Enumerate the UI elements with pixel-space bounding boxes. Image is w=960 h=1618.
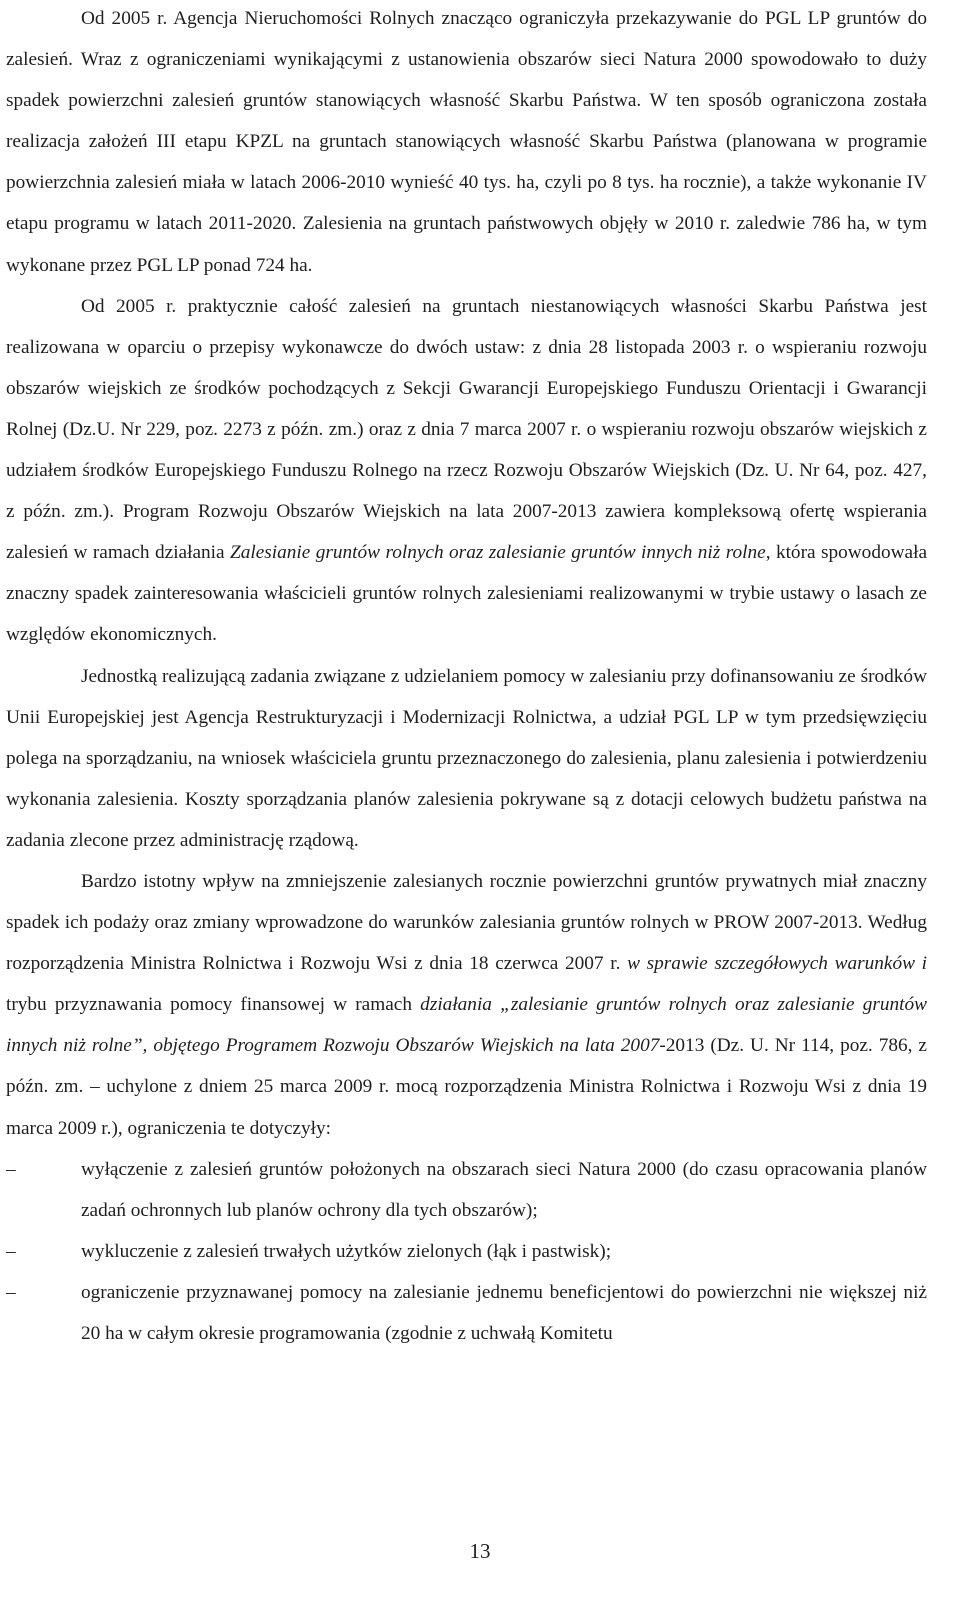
document-body	[6, 0, 927, 1354]
list-item-text: wyłączenie z zalesień gruntów położonych na obszarach sieci Natura 2000 (do czasu opracowania planów zadań ochronnych lub planów ochrony dla tych obszarów);	[81, 1158, 927, 1221]
paragraph-3	[6, 656, 927, 861]
text-run: Od 2005 r. Agencja Nieruchomości Rolnych znacząco ograniczyła przekazywanie do PGL LP gruntów do zalesień. Wraz z ograniczeniami wynikającymi z ustanowienia obszarów sieci Natura 2000 spowodowało to duży spadek powierzchni zalesień gruntów stanowiących własność Skarbu Państwa. W ten sposób ograniczona została realizacja założeń III etapu KPZL na gruntach stanowiących własność Skarbu Państwa (planowana w programie powierzchnia zalesień miała w latach 2006-2010 wynieść 40 tys. ha, czyli po 8 tys. ha rocznie), a także wykonanie IV etapu programu w latach 2011-2020. Zalesienia na gruntach państwowych objęły w 2010 r. zaledwie 786 ha, w tym wykonane przez PGL LP ponad 724 ha.	[6, 8, 927, 276]
list-item	[6, 1231, 927, 1272]
italic-text: działania „zalesianie gruntów rolnych oraz zalesianie gruntów innych niż rolne”, objętego Programem Rozwoju Obszarów Wiejskich na lata 2007	[6, 994, 927, 1057]
list-item-text: wykluczenie z zalesień trwałych użytków zielonych (łąk i pastwisk);	[81, 1240, 612, 1262]
dash-bullet: –	[6, 1281, 16, 1303]
paragraphs	[6, 0, 927, 1149]
list-item	[6, 1149, 927, 1231]
paragraph-1	[6, 0, 927, 286]
italic-text: Zalesianie gruntów rolnych oraz zalesianie gruntów innych niż rolne	[230, 542, 766, 564]
dash-bullet: –	[6, 1158, 16, 1180]
paragraph-4	[6, 861, 927, 1149]
text-run: Jednostką realizującą zadania związane z udzielaniem pomocy w zalesianiu przy dofinansowaniu ze środków Unii Europejskiej jest Agencja Restrukturyzacji i Modernizacji Rolnictwa, a udział PGL LP w tym przedsięwzięciu polega na sporządzaniu, na wniosek właściciela gruntu przeznaczonego do zalesienia, planu zalesienia i potwierdzeniu wykonania zalesienia. Koszty sporządzania planów zalesienia pokrywane są z dotacji celowych budżetu państwa na zadania zlecone przez administrację rządową.	[6, 665, 927, 851]
text-run: Od 2005 r. praktycznie całość zalesień na gruntach niestanowiących własności Skarbu Państwa jest realizowana w oparciu o przepisy wykonawcze do dwóch ustaw: z dnia 28 listopada 2003 r. o wspieraniu rozwoju obszarów wiejskich ze środków pochodzących z Sekcji Gwarancji Europejskiego Funduszu Orientacji i Gwarancji Rolnej (Dz.U. Nr 229, poz. 2273 z późn. zm.) oraz z dnia 7 marca 2007 r. o wspieraniu rozwoju obszarów wiejskich z udziałem środków Europejskiego Funduszu Rolnego na rzecz Rozwoju Obszarów Wiejskich (Dz. U. Nr 64, poz. 427, z późn. zm.). Program Rozwoju Obszarów Wiejskich na lata 2007-2013 zawiera kompleksową ofertę wspierania zalesień w ramach działania	[6, 295, 927, 564]
paragraph-2	[6, 286, 927, 656]
text-run: , która spowodowała znaczny spadek zainteresowania właścicieli gruntów rolnych zalesieniami realizowanymi w trybie ustawy o lasach ze względów ekonomicznych.	[6, 542, 927, 646]
page-number: 13	[469, 1539, 491, 1563]
text-run: Bardzo istotny wpływ na zmniejszenie zalesianych rocznie powierzchni gruntów prywatnych miał znaczny spadek ich podaży oraz zmiany wprowadzone do warunków zalesiania gruntów rolnych w PROW 2007-2013. Według rozporządzenia Ministra Rolnictwa i Rozwoju Wsi z dnia 18 czerwca 2007 r.	[6, 870, 927, 975]
italic-text: w sprawie szczegółowych warunków i	[627, 953, 927, 975]
text-run: trybu przyznawania pomocy finansowej w ramach	[6, 994, 421, 1016]
dash-list	[6, 1149, 927, 1354]
dash-bullet: –	[6, 1240, 16, 1262]
text-run: -2013 (Dz. U. Nr 114, poz. 786, z późn. zm. – uchylone z dniem 25 marca 2009 r. mocą rozporządzenia Ministra Rolnictwa i Rozwoju Wsi z dnia 19 marca 2009 r.), ograniczenia te dotyczyły:	[6, 1035, 927, 1139]
list-item	[6, 1272, 927, 1354]
list-item-text: ograniczenie przyznawanej pomocy na zalesianie jednemu beneficjentowi do powierzchni nie większej niż 20 ha w całym okresie programowania (zgodnie z uchwałą Komitetu	[81, 1281, 927, 1344]
